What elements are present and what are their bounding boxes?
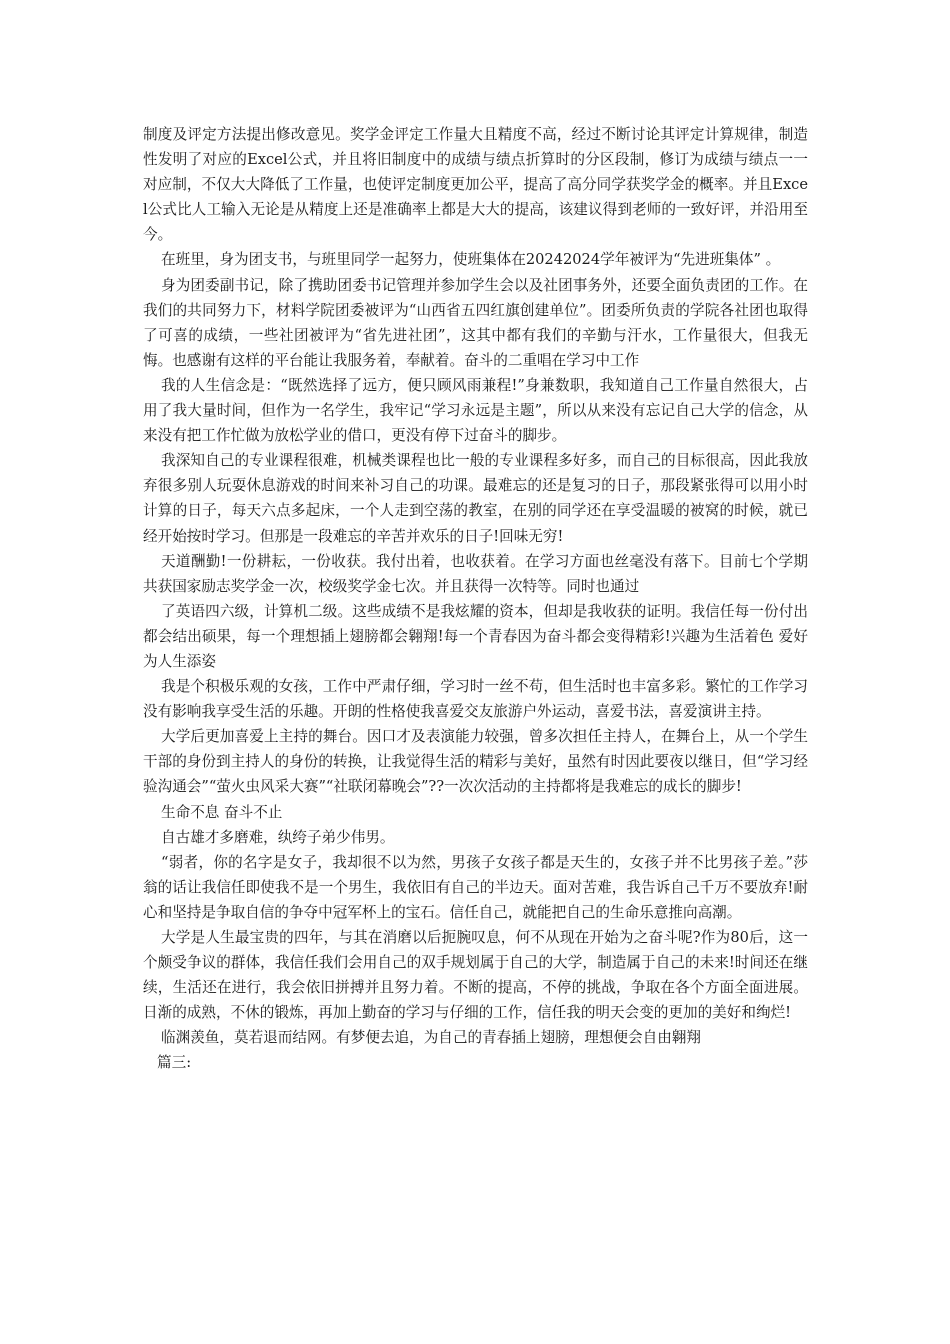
section-label-part-three: 篇三: [157,1054,192,1072]
paragraph-university-years: 大学是人生最宝贵的四年，与其在消磨以后扼腕叹息，何不从现在开始为之奋斗呢?作为80后，这一个颇受争议的群体，我信任我们会用自己的双手规划属于自己的大学，制造属于自己的未来!时间还在继续，生活还在进行，我会依旧拼搏并且努力着。不断的提高，不停的挑战，争取在各个方面全面进展。日渐的成熟，不休的锻炼，再加上勤奋的学习与仔细的工作，信任我的明天会变的更加的美好和绚烂! [143,929,808,1022]
document-page [143,122,808,1076]
paragraph-proverb: 自古雄才多磨难，纨绔子弟少伟男。 [161,828,395,846]
paragraph-hosting: 大学后更加喜爱上主持的舞台。因口才及表演能力较强，曾多次担任主持人，在舞台上，从一个学生干部的身份到主持人的身份的转换，让我觉得生活的精彩与美好，虽然有时因此要夜以继日，但“学习经验沟通会”“萤火虫风采大赛”“社联闭幕晚会”??一次次活动的主持都将是我难忘的成长的脚步! [143,728,808,796]
section-heading-never-stop: 生命不息 奋斗不止 [161,803,283,821]
paragraph-scholarships: 天道酬勤!一份耕耘，一份收获。我付出着，也收获着。在学习方面也丝毫没有落下。目前七个学期共获国家励志奖学金一次，校级奖学金七次。并且获得一次特等。同时也通过 [143,552,808,595]
paragraph-scholarship-excel: 制度及评定方法提出修改意见。奖学金评定工作量大且精度不高，经过不断讨论其评定计算规律，制造性发明了对应的Excel公式，并且将旧制度中的成绩与绩点折算时的分区段制，修订为成绩与绩点一一对应制，不仅大大降低了工作量，也使评定制度更加公平，提高了高分同学获奖学金的概率。并且Excel公式比人工输入无论是从精度上还是准确率上都是大大的提高，该建议得到老师的一致好评，并沿用至今。 [143,126,808,244]
paragraph-study-effort: 我深知自己的专业课程很难，机械类课程也比一般的专业课程多好多，而自己的目标很高，因此我放弃很多别人玩耍休息游戏的时间来补习自己的功课。最难忘的还是复习的日子，那段紧张得可以用小时计算的日子，每天六点多起床，一个人走到空荡的教室，在别的同学还在享受温暖的被窝的时候，就已经开始按时学习。但那是一段难忘的辛苦并欢乐的日子!回味无穷! [143,452,808,545]
paragraph-class-league-secretary: 在班里，身为团支书，与班里同学一起努力，使班集体在20242024学年被评为“先进班集体” 。 [161,251,781,269]
paragraph-life-belief: 我的人生信念是：“既然选择了远方，便只顾风雨兼程!”身兼数职，我知道自己工作量自然很大，占用了我大量时间，但作为一名学生，我牢记“学习永远是主题”，所以从来没有忘记自己大学的信念，从来没有把工作忙做为放松学业的借口，更没有停下过奋斗的脚步。 [143,376,808,445]
paragraph-closing: 临渊羡鱼，莫若退而结网。有梦便去追，为自己的青春插上翅膀，理想便会自由翱翔 [161,1029,701,1047]
paragraph-certificates: 了英语四六级，计算机二级。这些成绩不是我炫耀的资本，但却是我收获的证明。我信任每一份付出都会结出硕果，每一个理想插上翅膀都会翱翔!每一个青春因为奋斗都会变得精彩!兴趣为生活着色 爱好为人生添姿 [143,602,808,670]
paragraph-shakespeare: “弱者，你的名字是女子，我却很不以为然，男孩子女孩子都是天生的，女孩子并不比男孩子差。”莎翁的话让我信任即使我不是一个男生，我依旧有自己的半边天。面对苦难，我告诉自己千万不要放弃!耐心和坚持是争取自信的争夺中冠军杯上的宝石。信任自己，就能把自己的生命乐意推向高潮。 [143,853,808,921]
paragraph-deputy-secretary: 身为团委副书记，除了携助团委书记管理并参加学生会以及社团事务外，还要全面负责团的工作。在我们的共同努力下，材料学院团委被评为“山西省五四红旗创建单位”。团委所负责的学院各社团也取得了可喜的成绩，一些社团被评为“省先进社团”，这其中都有我们的辛勤与汗水，工作量很大，但我无悔。也感谢有这样的平台能让我服务着，奉献着。奋斗的二重唱在学习中工作 [143,276,808,369]
paragraph-personality: 我是个积极乐观的女孩，工作中严肃仔细，学习时一丝不苟，但生活时也丰富多彩。繁忙的工作学习没有影响我享受生活的乐趣。开朗的性格使我喜爱交友旅游户外运动，喜爱书法，喜爱演讲主持。 [143,678,808,721]
